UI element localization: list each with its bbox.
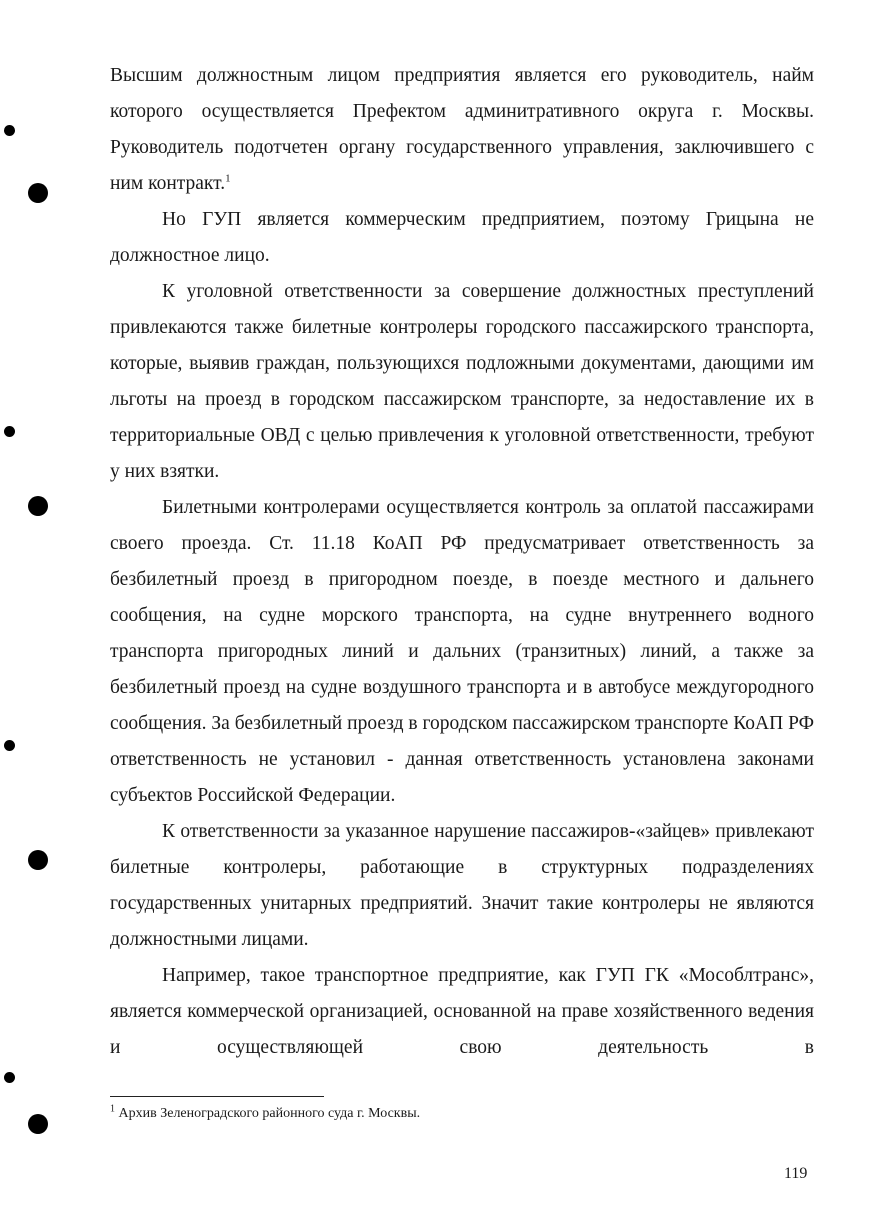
page-number: 119 [784,1165,808,1182]
paragraph: К ответственности за указанное нарушение пассажиров-«зайцев» привлекают билетные контролеры, работающие в структурных подразделениях государственных унитарных предприятий. Значит такие контролеры не являются должностными лицами. [110,821,814,950]
paragraph: Например, такое транспортное предприятие, как ГУП ГК «Мособлтранс», является коммерческой организацией, основанной на праве хозяйственного ведения и осуществляющей свою деятельность в [110,965,814,1058]
punch-hole-icon [4,1072,15,1083]
punch-hole-icon [4,426,15,437]
punch-hole-icon [4,740,15,751]
paragraph: Билетными контролерами осуществляется контроль за оплатой пассажирами своего проезда. Ст. 11.18 КоАП РФ предусматривает ответственность за безбилетный проезд в пригородном поезде, в поезде местного и дальнего сообщения, на судне морского транспорта, на судне внутреннего водного транспорта пригородных линий и дальних (транзитных) линий, а также за безбилетный проезд на судне воздушного транспорта и в автобусе междугородного сообщения. За безбилетный проезд в городском пассажирском транспорте КоАП РФ ответственность не установил - данная ответственность установлена законами субъектов Российской Федерации. [110,497,814,806]
footnote [110,1104,814,1124]
paragraph: Но ГУП является коммерческим предприятием, поэтому Грицына не должностное лицо. [110,209,814,266]
footnote-number: 1 [110,1103,115,1115]
punch-hole-icon [28,183,48,203]
footnote-divider [110,1096,324,1097]
paragraph: К уголовной ответственности за совершение должностных преступлений привлекаются также билетные контролеры городского пассажирского транспорта, которые, выявив граждан, пользующихся подложными документами, дающими им льготы на проезд в городском пассажирском транспорте, за недоставление их в территориальные ОВД с целью привлечения к уголовной ответственности, требуют у них взятки. [110,281,814,482]
footnote-reference: 1 [225,172,231,185]
main-text [110,58,814,1066]
punch-hole-icon [28,850,48,870]
punch-hole-icon [28,1114,48,1134]
punch-hole-icon [28,496,48,516]
punch-hole-icon [4,125,15,136]
paragraph: Высшим должностным лицом предприятия является его руководитель, найм которого осуществляется Префектом админитративного округа г. Москвы. Руководитель подотчетен органу государственного управления, заключившего с ним контракт.$^1$ [110,65,814,194]
footnote-text: Архив Зеленоградского районного суда г. Москвы. [118,1106,421,1121]
